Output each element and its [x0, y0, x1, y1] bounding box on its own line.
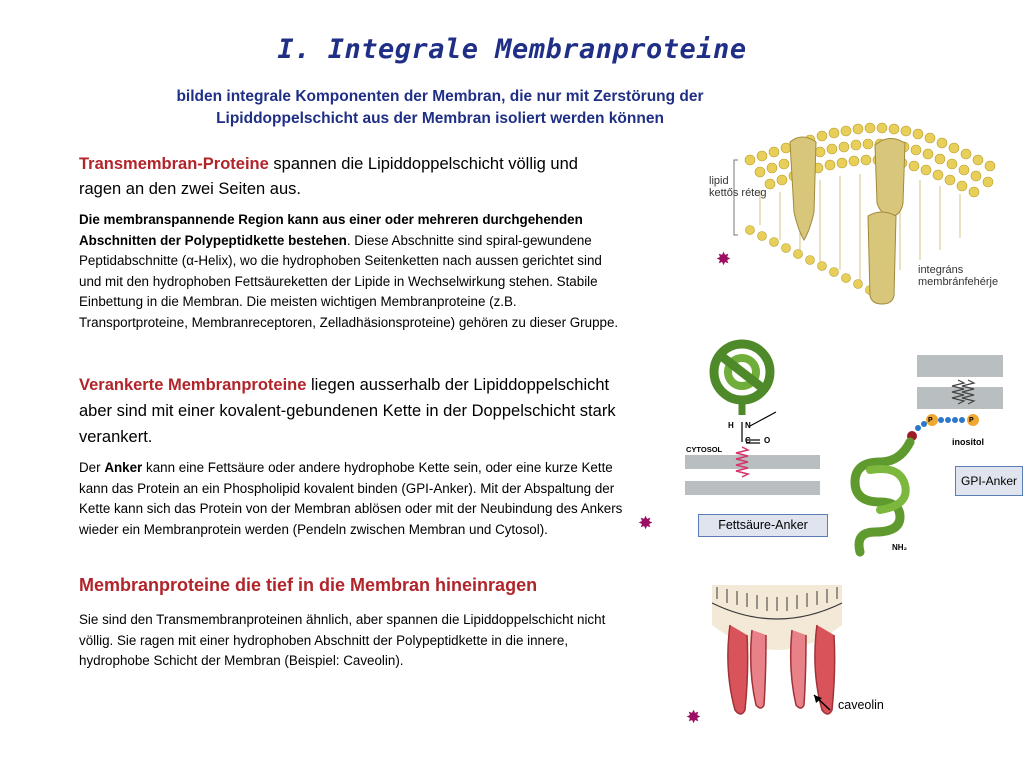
caveolin-label: caveolin [838, 698, 884, 712]
lipid-bilayer-figure [690, 120, 1020, 320]
membrane-label-line-2: kettős réteg [709, 187, 767, 199]
subtitle-line-1: bilden integrale Komponenten der Membran, die nur mit Zerstörung der [176, 88, 704, 105]
caveolin-figure [712, 585, 852, 725]
integral-protein-label-line-2: membránfehérje [918, 276, 999, 288]
transmembrane-body [79, 210, 624, 333]
fatty-acid-anchor-label: Fettsäure-Anker [698, 514, 828, 537]
atom-c-label: C [745, 436, 751, 445]
transmembrane-intro-text: spannen die Lipiddoppelschicht völlig und ragen an den zwei Seiten aus. [79, 155, 578, 198]
phosphate-label-1: P [928, 417, 933, 424]
transmembrane-intro [79, 152, 624, 202]
deep-proteins-heading: Membranproteine die tief in die Membran hineinragen [79, 575, 538, 595]
anchored-intro [79, 372, 624, 450]
magenta-bullet-icon: ✸ [638, 513, 654, 533]
subtitle-line-2: Lipiddoppelschicht aus der Membran isoliert werden können [216, 110, 664, 127]
transmembrane-body-bold: Die membranspannende Region kann aus einer oder mehreren durchgehenden Abschnitten der Polypeptidkette bestehen [79, 212, 583, 248]
cytosol-label: CYTOSOL [686, 445, 723, 454]
deep-proteins-body: Sie sind den Transmembranproteinen ähnlich, aber spannen die Lipiddoppelschicht nicht völlig. Sie ragen mit einer hydrophoben Abschnitt der Polypeptidkette in die innere, hydrophobe Schicht der Membran (Beispiel: Caveolin). [79, 612, 606, 668]
anchored-heading: Verankerte Membranproteine [79, 376, 307, 394]
inositol-label: inositol [952, 437, 984, 447]
integral-protein-label-line-1: integráns [918, 264, 964, 276]
phosphate-label-2: P [969, 417, 974, 424]
magenta-bullet-icon: ✸ [716, 249, 732, 269]
atom-o-label: O [764, 436, 771, 445]
integral-protein-label [918, 264, 998, 288]
gpi-anchor-label: GPI-Anker [955, 466, 1023, 496]
magenta-bullet-icon: ✸ [686, 707, 702, 727]
anchored-body [79, 458, 624, 540]
anchored-intro-text: liegen ausserhalb der Lipiddoppelschicht aber sind mit einer kovalent-gebundenen Kette in der Doppelschicht stark verankert. [79, 376, 616, 446]
fatty-acid-anchor-figure [680, 330, 830, 500]
anchored-body-pre: Der [79, 460, 105, 475]
gpi-anchor-figure [840, 350, 1020, 560]
atom-n-label: N [745, 421, 751, 430]
anchored-body-bold: Anker [104, 460, 143, 475]
transmembrane-body-text: . Diese Abschnitte sind spiral-gewundene Peptidabschnitte (α-Helix), wo die hydrophoben Seitenketten nach aussen gerichtet sind und mit den hydrophoben Fettsäureketten der Lipide in Wechselwirkung stehen. Stabile Einbettung in die Membran. Die meisten wichtigen Membranproteine (z.B. Transportproteine, Membranreceptoren, Zelladhäsionsproteine) gehören zu dieser Gruppe. [79, 232, 619, 330]
atom-h-label: H [728, 421, 734, 430]
membrane-label-line-1: lipid [709, 175, 729, 187]
nh2-label: NH₂ [892, 543, 908, 552]
transmembrane-heading: Transmembran-Proteine [79, 155, 269, 173]
anchored-body-text: kann eine Fettsäure oder andere hydrophobe Kette sein, oder eine kurze Kette kann das Protein an ein Phospholipid kovalent binden (GPI-Anker). Mit der Abspaltung der Kette kann sich das Protein von der Membran ablösen oder mit der Neubindung des Ankers wieder ein Membranprotein werden (Pendeln zwischen Membran und Cytosol). [79, 460, 623, 537]
membrane-label [709, 175, 766, 199]
page-title: I. Integrale Membranproteine [277, 34, 747, 65]
